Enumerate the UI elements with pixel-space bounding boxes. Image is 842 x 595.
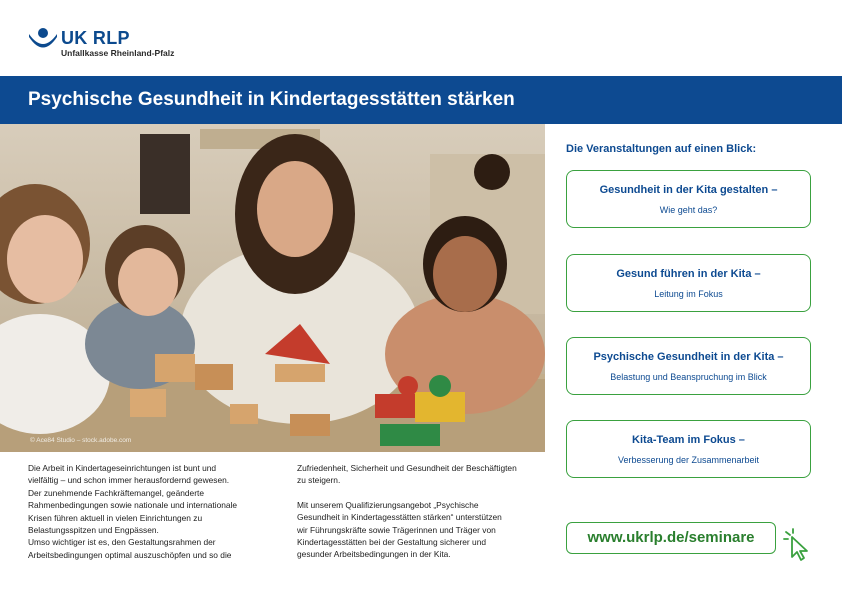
text-line: Rahmenbedingungen sowie nationale und internationale (28, 500, 238, 511)
text-line: Zufriedenheit, Sicherheit und Gesundheit der Beschäftigten (297, 463, 517, 473)
hero-photo (0, 124, 545, 452)
event-card[interactable] (566, 420, 811, 478)
event-subtitle: Leitung im Fokus (654, 289, 723, 299)
text-line: vielfältig – und schon immer herausfordernd gewesen. (28, 475, 230, 486)
text-line: zu steigern. (297, 475, 341, 486)
intro-text-column-1 (28, 462, 278, 561)
event-subtitle: Verbesserung der Zusammenarbeit (617, 455, 760, 465)
text-line: Die Arbeit in Kindertageseinrichtungen ist bunt und (28, 463, 217, 473)
text-line: wir Führungskräfte sowie Trägerinnen und Träger von (297, 524, 496, 535)
overview-heading: Die Veranstaltungen auf einen Blick: (566, 143, 757, 155)
event-card[interactable] (566, 170, 811, 228)
event-title: Kita-Team im Fokus – (632, 434, 745, 446)
text-line: Umso wichtiger ist es, den Gestaltungsrahmen der (28, 537, 216, 548)
event-card[interactable] (566, 254, 811, 312)
page-title: Psychische Gesundheit in Kindertagesstätten stärken (28, 89, 515, 110)
logo-mark-icon (28, 28, 58, 50)
seminar-link[interactable] (566, 522, 776, 554)
event-title: Gesundheit in der Kita gestalten – (599, 184, 778, 196)
title-banner (0, 76, 842, 124)
text-line: Krisen führen aktuell in vielen Einrichtungen zu (28, 512, 203, 523)
photo-credit: © Ace84 Studio – stock.adobe.com (30, 437, 132, 444)
event-card[interactable] (566, 337, 811, 395)
event-subtitle: Wie geht das? (659, 205, 718, 215)
logo-subtitle: Unfallkasse Rheinland-Pfalz (61, 48, 175, 58)
seminar-url[interactable]: www.ukrlp.de/seminare (587, 529, 755, 546)
event-subtitle: Belastung und Beanspruchung im Blick (610, 372, 767, 382)
text-line: gesunder Arbeitsbedingungen in der Kita. (297, 549, 451, 560)
text-line: Gesundheit in Kindertagesstätten stärken“ unterstützen (297, 512, 502, 523)
text-line: Mit unserem Qualifizierungsangebot „Psychische (297, 499, 479, 510)
logo (28, 28, 228, 60)
text-line: Der zunehmende Fachkräftemangel, geänderte (28, 487, 204, 498)
intro-text-column-2 (297, 462, 547, 561)
event-title: Gesund führen in der Kita – (616, 268, 761, 280)
event-title: Psychische Gesundheit in der Kita – (593, 351, 784, 363)
text-line: Belastungsspitzen und Engpässen. (28, 525, 159, 536)
logo-name: UK RLP (61, 28, 130, 48)
text-line: Arbeitsbedingungen optimal auszuschöpfen und so die (28, 549, 232, 560)
cursor-click-icon (782, 528, 816, 562)
text-line: Kindertagesstätten bei der Gestaltung sicherer und (297, 537, 487, 548)
